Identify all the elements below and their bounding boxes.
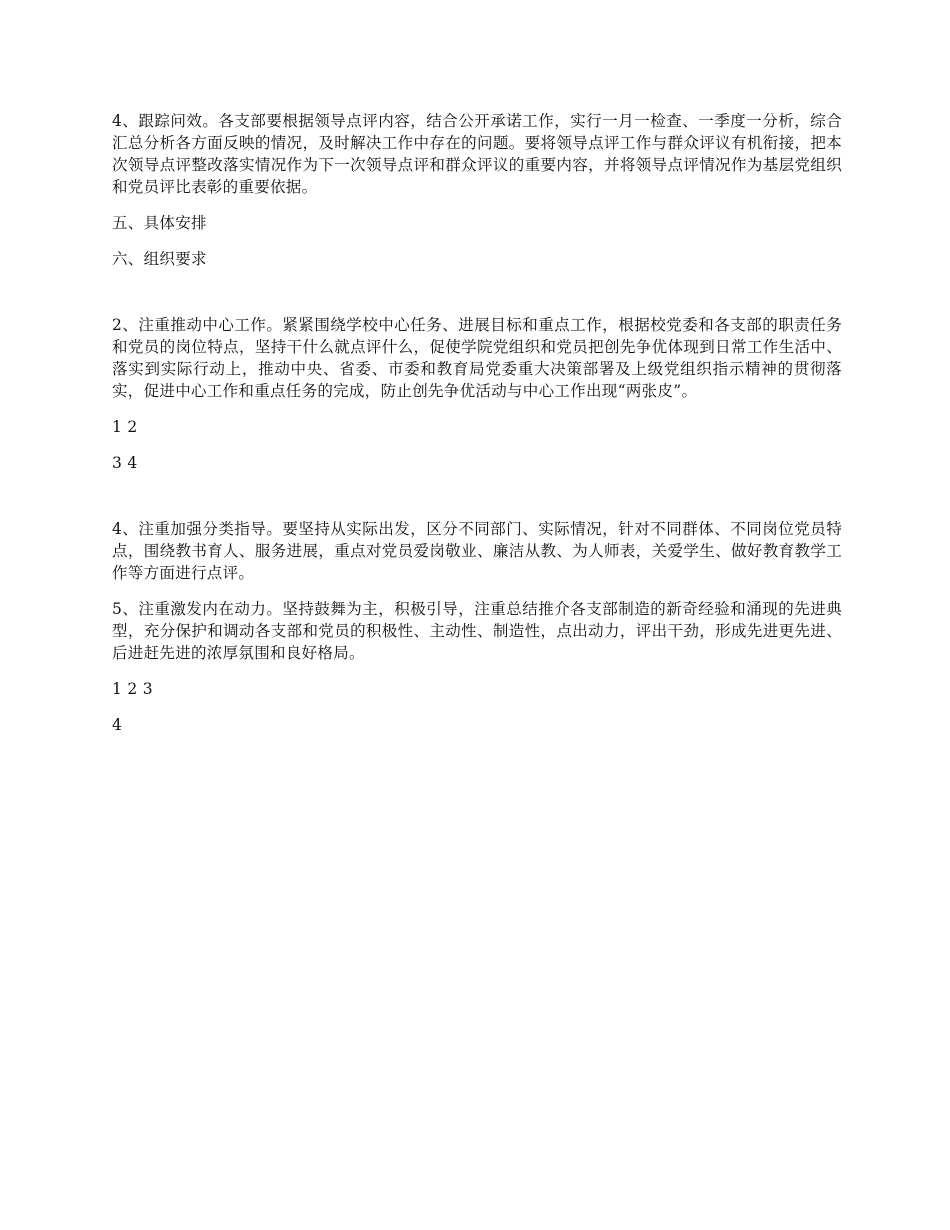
paragraph-inner-motivation: 5、注重激发内在动力。坚持鼓舞为主，积极引导，注重总结推介各支部制造的新奇经验和涌现的先进典型，充分保护和调动各支部和党员的积极性、主动性、制造性，点出动力，评出干劲，形成先进更先进、后进赶先进的浓厚氛围和良好格局。: [112, 600, 842, 662]
heading-specific-arrangements: 五、具体安排: [112, 214, 207, 232]
paragraph-central-work: 2、注重推动中心工作。紧紧围绕学校中心任务、进展目标和重点工作，根据校党委和各支部的职责任务和党员的岗位特点，坚持干什么就点评什么，促使学院党组织和党员把创先争优体现到日常工作生活中、落实到实际行动上，推动中央、省委、市委和教育局党委重大决策部署及上级党组织指示精神的贯彻落实，促进中心工作和重点任务的完成，防止创先争优活动与中心工作出现“两张皮”。: [112, 316, 842, 400]
page-numbers-4: 4: [112, 716, 123, 734]
page-numbers-2: 3 4: [112, 454, 138, 472]
heading-organizational-requirements: 六、组织要求: [112, 250, 207, 268]
page-numbers-3: 1 2 3: [112, 680, 153, 698]
page-numbers-1: 1 2: [112, 418, 138, 436]
document-page: [112, 110, 842, 736]
paragraph-classified-guidance: 4、注重加强分类指导。要坚持从实际出发，区分不同部门、实际情况，针对不同群体、不同岗位党员特点，围绕教书育人、服务进展，重点对党员爱岗敬业、廉洁从教、为人师表，关爱学生、做好教育教学工作等方面进行点评。: [112, 520, 842, 582]
paragraph-follow-up: 4、跟踪问效。各支部要根据领导点评内容，结合公开承诺工作，实行一月一检查、一季度一分析，综合汇总分析各方面反映的情况，及时解决工作中存在的问题。要将领导点评工作与群众评议有机衔接，把本次领导点评整改落实情况作为下一次领导点评和群众评议的重要内容，并将领导点评情况作为基层党组织和党员评比表彰的重要依据。: [112, 112, 842, 196]
